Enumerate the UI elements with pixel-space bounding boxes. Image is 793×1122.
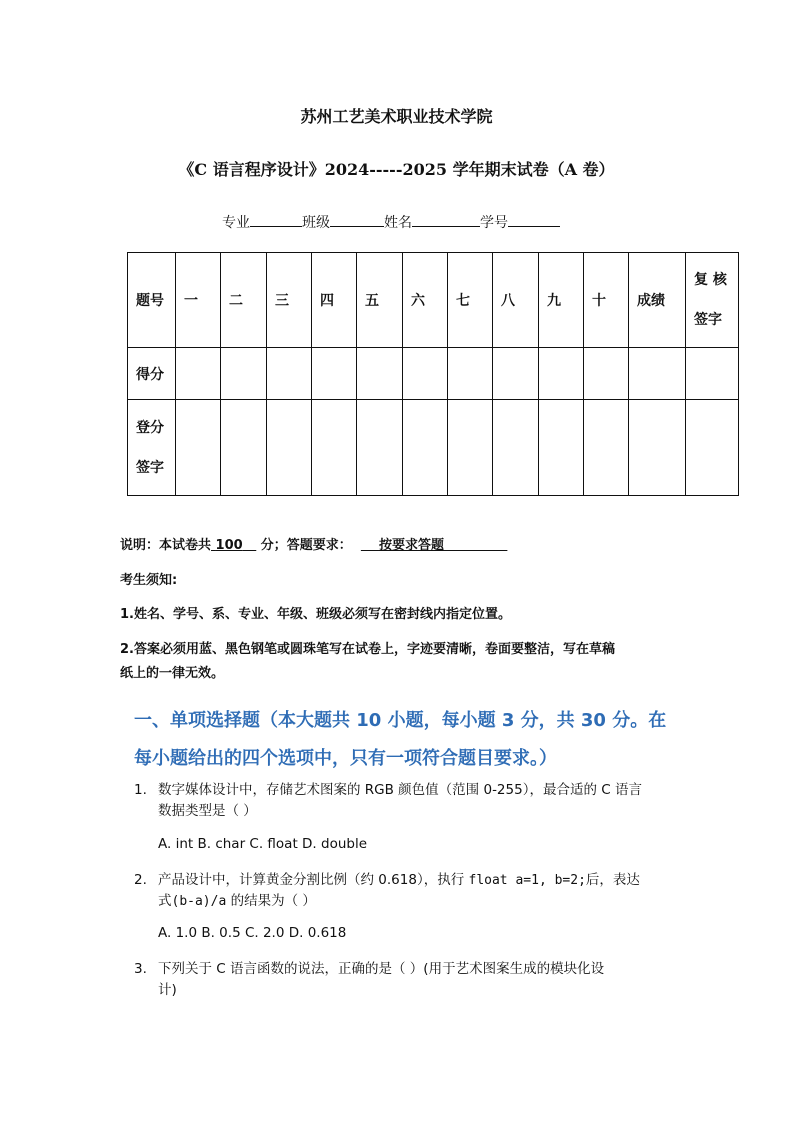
student-id-field[interactable] — [508, 212, 560, 227]
exam-title: 《C 语言程序设计》2024-----2025 学年期末试卷（A 卷） — [178, 160, 615, 179]
question-1-line1: 数字媒体设计中，存储艺术图案的 RGB 颜色值（范围 0-255），最合适的 C 语言 — [158, 782, 642, 798]
student-info-line — [222, 212, 560, 232]
question-2-line1 — [158, 870, 678, 891]
score-cell[interactable] — [176, 348, 221, 400]
question-2-line2 — [158, 891, 678, 912]
answer-requirement-value: 按要求答题 — [378, 538, 444, 553]
score-row — [128, 348, 739, 400]
sign-row — [128, 400, 739, 496]
school-name: 苏州工艺美术职业技术学院 — [300, 107, 493, 126]
score-cell[interactable] — [629, 348, 686, 400]
score-cell[interactable] — [403, 348, 448, 400]
sign-cell[interactable] — [629, 400, 686, 496]
sign-cell[interactable] — [221, 400, 267, 496]
col-2: 二 — [221, 253, 267, 348]
col-3: 三 — [267, 253, 312, 348]
score-cell[interactable] — [312, 348, 357, 400]
score-table-header-row — [128, 253, 739, 348]
exam-description — [120, 534, 507, 553]
sign-cell[interactable] — [312, 400, 357, 496]
review-sign-label — [686, 253, 739, 348]
notice-heading: 考生须知: — [120, 573, 178, 588]
section-heading-line2: 每小题给出的四个选项中，只有一项符合题目要求。） — [134, 748, 557, 769]
review-sign-word: 签字 — [694, 312, 722, 328]
class-field[interactable] — [330, 212, 384, 227]
question-1-stem — [158, 780, 678, 822]
col-10: 十 — [584, 253, 629, 348]
total-score-label: 成绩 — [629, 253, 686, 348]
question-1-line2: 数据类型是（ ） — [158, 803, 257, 819]
score-cell[interactable] — [448, 348, 493, 400]
question-2-stem — [158, 870, 678, 912]
col-7: 七 — [448, 253, 493, 348]
sign-cell[interactable] — [539, 400, 584, 496]
total-points — [211, 538, 256, 553]
score-cell[interactable] — [221, 348, 267, 400]
q2-code-expression: (b-a)/a — [171, 894, 227, 909]
score-cell[interactable] — [584, 348, 629, 400]
notice-item-2-line1: 2.答案必须用蓝、黑色钢笔或圆珠笔写在试卷上，字迹要清晰，卷面要整洁，写在草稿 — [120, 642, 615, 657]
description-prefix: 说明：本试卷共 — [120, 538, 212, 553]
sign-row-label — [128, 400, 176, 496]
col-6: 六 — [403, 253, 448, 348]
score-table — [127, 252, 739, 496]
score-cell[interactable] — [267, 348, 312, 400]
question-number-label: 题号 — [128, 253, 176, 348]
sign-cell[interactable] — [403, 400, 448, 496]
major-label: 专业 — [222, 215, 250, 231]
col-8: 八 — [493, 253, 539, 348]
col-9: 九 — [539, 253, 584, 348]
col-1: 一 — [176, 253, 221, 348]
sign-row-label-2: 签字 — [136, 459, 164, 476]
score-cell[interactable] — [493, 348, 539, 400]
q2-text-d: 的结果为（ ） — [230, 893, 316, 909]
q2-text-a: 产品设计中，计算黄金分割比例（约 0.618），执行 — [158, 872, 465, 888]
question-1-number: 1. — [134, 782, 147, 798]
sign-cell[interactable] — [176, 400, 221, 496]
sign-cell[interactable] — [267, 400, 312, 496]
col-5: 五 — [357, 253, 403, 348]
sign-cell[interactable] — [493, 400, 539, 496]
review-label: 复 核 — [694, 272, 727, 288]
notice-item-1: 1.姓名、学号、系、专业、年级、班级必须写在密封线内指定位置。 — [120, 607, 511, 622]
student-id-label: 学号 — [480, 215, 508, 231]
sign-cell[interactable] — [584, 400, 629, 496]
name-field[interactable] — [412, 212, 480, 227]
section-heading-line1: 一、单项选择题（本大题共 10 小题，每小题 3 分，共 30 分。在 — [134, 710, 667, 731]
score-row-label: 得分 — [128, 348, 176, 400]
question-2-number: 2. — [134, 872, 147, 888]
question-1-options: A. int B. char C. float D. double — [158, 836, 368, 852]
sign-cell[interactable] — [448, 400, 493, 496]
col-4: 四 — [312, 253, 357, 348]
sign-row-label-1: 登分 — [136, 419, 164, 436]
question-3-number: 3. — [134, 961, 147, 977]
answer-requirement — [361, 538, 508, 553]
question-3-line1: 下列关于 C 语言函数的说法，正确的是（ ）(用于艺术图案生成的模块化设 — [158, 961, 605, 977]
q2-text-b: 后，表达 — [585, 872, 640, 888]
q2-text-c: 式 — [158, 893, 172, 909]
q2-code-declaration: float a=1, b=2; — [468, 873, 586, 888]
question-3-line2: 计) — [158, 982, 177, 998]
total-points-value: 100 — [215, 538, 243, 553]
answer-requirement-label: 分；答题要求： — [260, 538, 352, 553]
score-cell[interactable] — [357, 348, 403, 400]
sign-cell[interactable] — [686, 400, 739, 496]
name-label: 姓名 — [384, 215, 412, 231]
score-cell[interactable] — [686, 348, 739, 400]
sign-cell[interactable] — [357, 400, 403, 496]
question-3-stem — [158, 959, 678, 1001]
question-2-options: A. 1.0 B. 0.5 C. 2.0 D. 0.618 — [158, 925, 347, 941]
notice-item-2-line2: 纸上的一律无效。 — [120, 666, 225, 681]
score-cell[interactable] — [539, 348, 584, 400]
major-field[interactable] — [250, 212, 302, 227]
class-label: 班级 — [302, 215, 330, 231]
